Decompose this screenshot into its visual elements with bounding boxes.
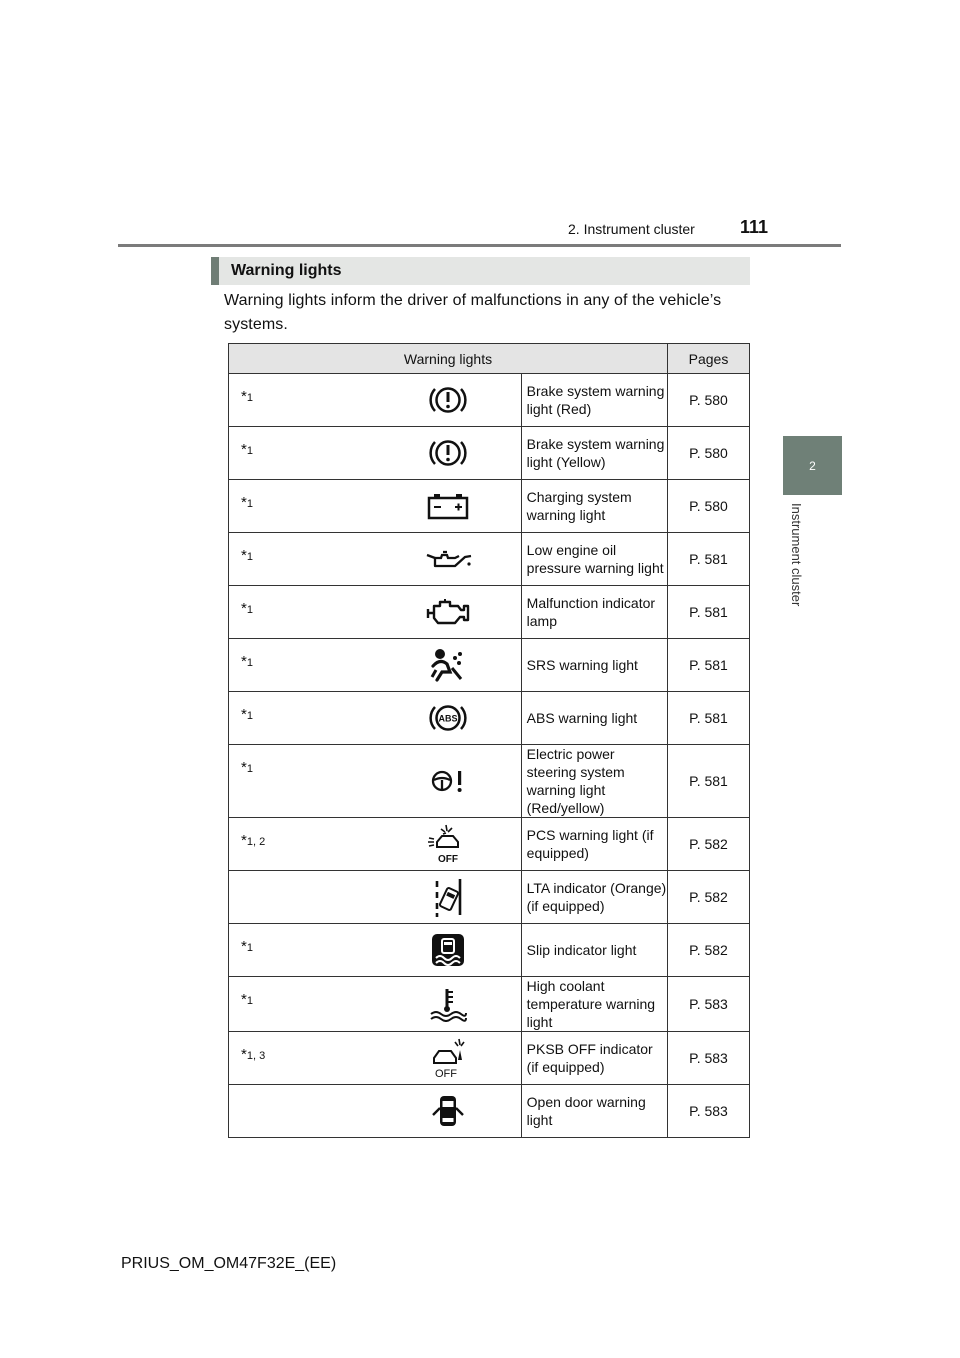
table-row	[229, 745, 750, 818]
table-row	[229, 977, 750, 1032]
abs-icon	[375, 692, 521, 745]
page-reference[interactable]: P. 580	[668, 427, 750, 480]
footnote-mark: *1	[241, 991, 253, 1008]
page-reference[interactable]: P. 582	[668, 871, 750, 924]
svg-text:ABS: ABS	[438, 713, 458, 724]
footnote-mark: *1	[241, 938, 253, 955]
page-reference[interactable]: P. 581	[668, 533, 750, 586]
footnote-mark: *1	[241, 653, 253, 670]
warning-name: SRS warning light	[521, 639, 667, 692]
warning-name: High coolant temperature warning light	[521, 977, 667, 1032]
page-number: 111	[740, 217, 769, 237]
page-reference[interactable]: P. 582	[668, 818, 750, 871]
header-divider	[118, 244, 841, 247]
warning-name: Low engine oil pressure warning light	[521, 533, 667, 586]
table-row	[229, 427, 750, 480]
page-reference[interactable]: P. 580	[668, 480, 750, 533]
page-reference[interactable]: P. 583	[668, 977, 750, 1032]
table-row	[229, 871, 750, 924]
warning-name: Slip indicator light	[521, 924, 667, 977]
warning-lights-table	[228, 343, 750, 1138]
chapter-tab-label: Instrument cluster	[789, 503, 804, 607]
table-row	[229, 586, 750, 639]
table-row	[229, 818, 750, 871]
column-header-lights: Warning lights	[229, 344, 668, 374]
footnote-mark: *1	[241, 706, 253, 723]
page-reference[interactable]: P. 580	[668, 374, 750, 427]
chapter-title: 2. Instrument cluster	[568, 221, 695, 237]
svg-text:OFF: OFF	[434, 1068, 457, 1080]
page-reference[interactable]: P. 581	[668, 586, 750, 639]
footnote-mark: *1	[241, 441, 253, 458]
table-row	[229, 374, 750, 427]
warning-name: PKSB OFF indicator (if equipped)	[521, 1032, 667, 1085]
section-title: Warning lights	[231, 262, 342, 279]
footnote-mark: *1	[241, 547, 253, 564]
table-row	[229, 1085, 750, 1138]
warning-name: ABS warning light	[521, 692, 667, 745]
oil-can-icon	[375, 533, 521, 586]
chapter-tab[interactable]	[783, 436, 842, 495]
page-reference[interactable]: P. 582	[668, 924, 750, 977]
page-reference[interactable]: P. 583	[668, 1085, 750, 1138]
footnote-mark: *1	[241, 600, 253, 617]
lta-icon	[375, 871, 521, 924]
table-row	[229, 1032, 750, 1085]
section-heading-bar	[211, 257, 750, 285]
page-reference[interactable]: P. 581	[668, 745, 750, 818]
warning-name: Brake system warning light (Yellow)	[521, 427, 667, 480]
table-row	[229, 480, 750, 533]
srs-airbag-icon	[375, 639, 521, 692]
document-code: PRIUS_OM_OM47F32E_(EE)	[121, 1255, 337, 1272]
warning-name: Open door warning light	[521, 1085, 667, 1138]
table-row	[229, 533, 750, 586]
battery-icon	[375, 480, 521, 533]
chapter-tab-number: 2	[809, 458, 816, 473]
open-door-icon	[375, 1085, 521, 1138]
footnote-mark: *1	[241, 388, 253, 405]
coolant-temperature-icon	[375, 977, 521, 1032]
intro-paragraph: Warning lights inform the driver of malfunctions in any of the vehicle’s systems.	[224, 292, 722, 333]
warning-name: Charging system warning light	[521, 480, 667, 533]
pcs-off-icon	[375, 818, 521, 871]
footnote-mark: *1, 3	[241, 1046, 266, 1063]
brake-warning-icon	[375, 374, 521, 427]
slip-indicator-icon	[375, 924, 521, 977]
svg-text:OFF: OFF	[437, 854, 458, 865]
warning-name: Brake system warning light (Red)	[521, 374, 667, 427]
table-row	[229, 692, 750, 745]
page-reference[interactable]: P. 581	[668, 692, 750, 745]
table-row	[229, 639, 750, 692]
warning-name: LTA indicator (Orange) (if equipped)	[521, 871, 667, 924]
table-row	[229, 924, 750, 977]
page-reference[interactable]: P. 581	[668, 639, 750, 692]
page-reference[interactable]: P. 583	[668, 1032, 750, 1085]
brake-warning-icon	[375, 427, 521, 480]
pksb-off-icon	[375, 1032, 521, 1085]
warning-name: Malfunction indicator lamp	[521, 586, 667, 639]
footnote-mark: *1, 2	[241, 832, 266, 849]
steering-warning-icon	[375, 745, 521, 818]
warning-name: Electric power steering system warning light (Red/yellow)	[521, 745, 667, 818]
footnote-mark: *1	[241, 759, 253, 776]
warning-name: PCS warning light (if equipped)	[521, 818, 667, 871]
engine-icon	[375, 586, 521, 639]
table-header-row	[229, 344, 750, 374]
column-header-pages: Pages	[668, 344, 750, 374]
footnote-mark: *1	[241, 494, 253, 511]
